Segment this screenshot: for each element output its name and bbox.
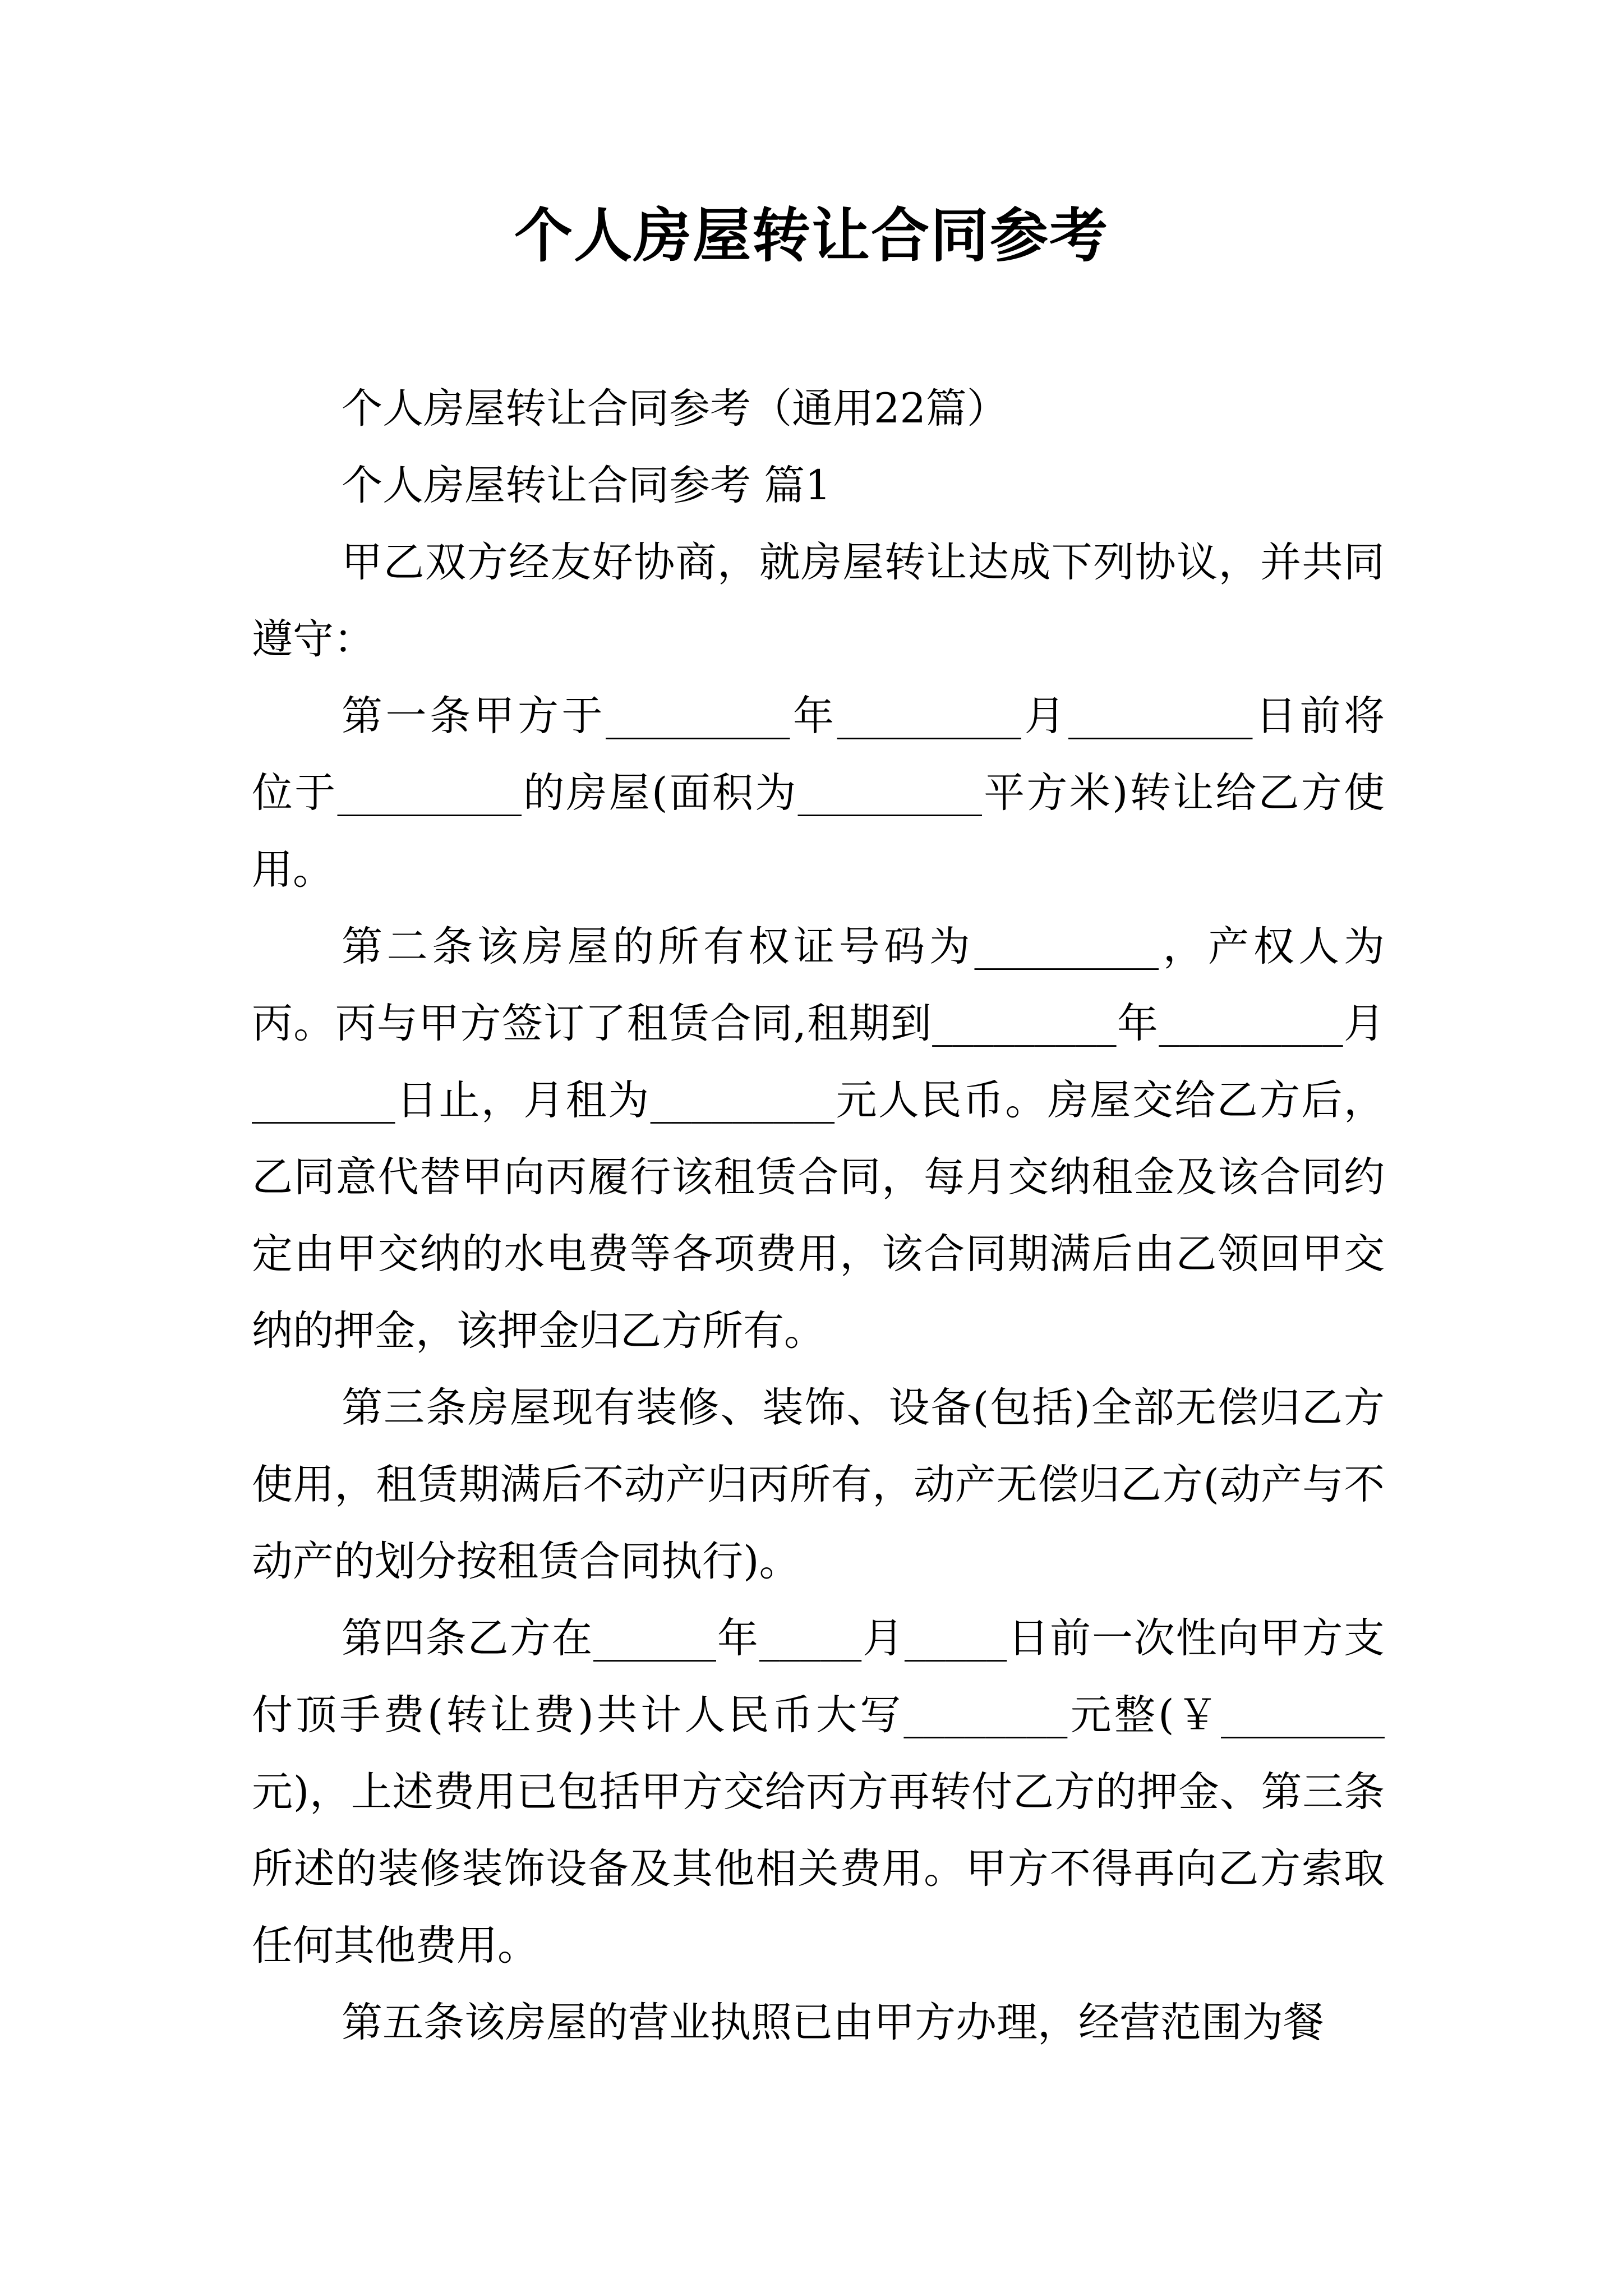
paragraph-article-5: 第五条该房屋的营业执照已由甲方办理，经营范围为餐 bbox=[342, 1999, 1324, 2046]
section-heading: 个人房屋转让合同参考 篇1 bbox=[342, 462, 831, 509]
paragraph-article-3: 第三条房屋现有装修、装饰、设备(包括)全部无偿归乙方使用，租赁期满后不动产归丙所有，动产无偿归乙方(动产与不动产的划分按租赁合同执行)。 bbox=[252, 1384, 1385, 1585]
paragraph-article-4: 第四条乙方在______年_____月_____日前一次性向甲方支付顶手费(转让费)共计人民币大写________元整(￥________元)，上述费用已包括甲方交给丙方再转付乙方的押金、第三条所述的装修装饰设备及其他相关费用。甲方不得再向乙方索取任何其他费用。 bbox=[252, 1614, 1385, 1970]
paragraph-intro: 甲乙双方经友好协商，就房屋转让达成下列协议，并共同遵守： bbox=[252, 539, 1385, 663]
paragraph-article-2: 第二条该房屋的所有权证号码为_________，产权人为丙。丙与甲方签订了租赁合同,租期到_________年_________月_______日止，月租为_________元人民币。房屋交给乙方后，乙同意代替甲向丙履行该租赁合同，每月交纳租金及该合同约定由甲交纳的水电费等各项费用，该合同期满后由乙领回甲交纳的押金，该押金归乙方所有。 bbox=[252, 923, 1385, 1355]
document-body bbox=[252, 370, 1385, 2061]
paragraph-article-1: 第一条甲方于_________年_________月_________日前将位于_________的房屋(面积为_________平方米)转让给乙方使用。 bbox=[252, 692, 1385, 894]
document-subtitle: 个人房屋转让合同参考（通用22篇） bbox=[342, 385, 1008, 432]
document-title: 个人房屋转让合同参考 bbox=[514, 201, 1109, 270]
